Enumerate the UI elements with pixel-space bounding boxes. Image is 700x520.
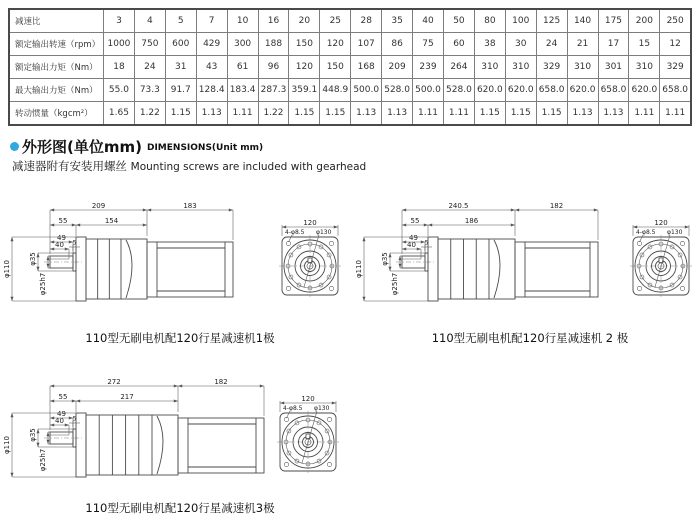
section-title-zh: 外形图(单位mm) — [22, 137, 142, 156]
dim-arrowhead — [72, 400, 76, 403]
spec-cell: 125 — [536, 9, 567, 33]
drawing-line — [287, 411, 291, 418]
dimension-label: 209 — [91, 202, 106, 210]
dim-arrowhead — [143, 209, 147, 212]
corner-holes-label: 4-φ8.5 — [285, 229, 305, 236]
dimension-label: 120 — [654, 219, 668, 227]
spec-row-label: 减速比 — [9, 9, 104, 33]
spec-cell: 1.13 — [351, 102, 382, 126]
spec-cell: 620.0 — [567, 79, 598, 102]
spec-row-label: 转动惯量（kgcm²） — [9, 102, 104, 126]
dim-arrowhead — [50, 209, 54, 212]
drawing-curve — [157, 416, 163, 474]
spec-cell: 25 — [320, 9, 351, 33]
drawing-line — [289, 235, 293, 242]
spec-cell: 310 — [474, 56, 505, 79]
spec-cell: 4 — [134, 9, 165, 33]
spec-cell: 1.11 — [443, 102, 474, 126]
drawing-curve — [494, 240, 500, 298]
spec-cell: 35 — [382, 9, 413, 33]
section-header — [10, 136, 263, 156]
spec-cell: 1.13 — [567, 102, 598, 126]
spec-cell: 3 — [104, 9, 135, 33]
dim-arrowhead — [76, 224, 80, 227]
dim-arrowhead — [47, 432, 50, 436]
spec-cell: 140 — [567, 9, 598, 33]
dimension-label: 186 — [464, 217, 479, 225]
dimension-label: 49 — [57, 410, 66, 418]
dimension-label: 217 — [120, 393, 134, 401]
dim-arrowhead — [402, 248, 406, 251]
spec-cell: 329 — [536, 56, 567, 79]
spec-cell: 1000 — [104, 33, 135, 56]
spec-cell: 18 — [104, 56, 135, 79]
drawing-circle — [637, 286, 641, 290]
spec-cell: 21 — [567, 33, 598, 56]
spec-cell: 620.0 — [629, 79, 660, 102]
spec-cell: 239 — [413, 56, 444, 79]
dimension-label: 182 — [214, 378, 228, 386]
drawing-circle — [329, 241, 333, 245]
spec-cell: 500.0 — [413, 79, 444, 102]
dimension-label: φ110 — [355, 260, 363, 278]
spec-cell: 28 — [351, 9, 382, 33]
dimension-label: 120 — [301, 395, 315, 403]
spec-cell: 310 — [629, 56, 660, 79]
spec-cell: 750 — [134, 33, 165, 56]
spec-cell: 300 — [227, 33, 258, 56]
drawing-caption-stage2: 110型无刷电机配120行星减速机 2 极 — [431, 331, 629, 345]
dimension-label: φ35 — [29, 428, 37, 442]
dim-arrowhead — [50, 241, 54, 244]
spec-cell: 150 — [320, 56, 351, 79]
spec-cell: 15 — [629, 33, 660, 56]
spec-cell: 209 — [382, 56, 413, 79]
spec-cell: 528.0 — [443, 79, 474, 102]
spec-cell: 120 — [320, 33, 351, 56]
spec-cell: 1.15 — [505, 102, 536, 126]
dimension-label: 183 — [183, 202, 197, 210]
dim-arrowhead — [50, 417, 54, 420]
dimension-label: φ25h7 — [391, 272, 399, 296]
dimension-label: φ25h7 — [39, 272, 47, 296]
drawing-rect — [76, 237, 86, 301]
spec-cell: 24 — [536, 33, 567, 56]
spec-cell: 30 — [505, 33, 536, 56]
spec-cell: 287.3 — [258, 79, 289, 102]
dim-arrowhead — [174, 400, 178, 403]
spec-cell: 17 — [598, 33, 629, 56]
dim-arrowhead — [229, 209, 233, 212]
bolt-circle-label: φ130 — [667, 229, 683, 236]
spec-cell: 20 — [289, 9, 320, 33]
dimension-label: 55 — [58, 217, 68, 225]
dim-arrowhead — [174, 385, 178, 388]
dim-arrowhead — [65, 424, 69, 427]
dimension-label: 182 — [549, 202, 564, 210]
spec-cell: 1.22 — [134, 102, 165, 126]
spec-cell: 528.0 — [382, 79, 413, 102]
dim-arrowhead — [11, 237, 14, 241]
spec-row-label: 额定输出转速（rpm） — [9, 33, 104, 56]
spec-cell: 168 — [351, 56, 382, 79]
dimension-label: 5 — [424, 239, 429, 247]
dim-arrowhead — [72, 224, 76, 227]
dim-arrowhead — [65, 248, 69, 251]
spec-cell: 250 — [660, 9, 691, 33]
spec-cell: 1.15 — [536, 102, 567, 126]
spec-cell: 1.15 — [289, 102, 320, 126]
spec-cell: 86 — [382, 33, 413, 56]
section-subtitle-zh: 减速器附有安装用螺丝 — [12, 159, 127, 173]
dim-arrowhead — [50, 248, 54, 251]
corner-holes-label: 4-φ8.5 — [283, 405, 303, 412]
spec-cell: 1.13 — [196, 102, 227, 126]
spec-cell: 50 — [443, 9, 474, 33]
dimension-label: φ25h7 — [39, 448, 47, 472]
dimension-drawing-stage1 — [0, 188, 360, 330]
drawing-circle — [680, 286, 684, 290]
spec-cell: 38 — [474, 33, 505, 56]
dim-arrowhead — [76, 400, 80, 403]
dim-arrowhead — [11, 473, 14, 477]
drawing-caption-stage3: 110型无刷电机配120行星减速机3极 — [85, 501, 275, 515]
drawing-circle — [327, 462, 331, 466]
spec-table-row — [9, 56, 691, 79]
drawing-circle — [286, 286, 290, 290]
drawing-line — [640, 235, 644, 242]
spec-cell: 10 — [227, 9, 258, 33]
spec-cell: 1.13 — [382, 102, 413, 126]
dim-arrowhead — [424, 224, 428, 227]
spec-cell: 448.9 — [320, 79, 351, 102]
section-bullet-icon — [10, 142, 19, 151]
spec-cell: 107 — [351, 33, 382, 56]
dim-arrowhead — [399, 264, 402, 268]
spec-cell: 264 — [443, 56, 474, 79]
dim-arrowhead — [50, 424, 54, 427]
spec-cell: 500.0 — [351, 79, 382, 102]
dim-arrowhead — [363, 297, 366, 301]
spec-cell: 429 — [196, 33, 227, 56]
dim-arrowhead — [147, 209, 151, 212]
spec-cell: 1.11 — [629, 102, 660, 126]
section-subtitle — [12, 158, 366, 174]
dim-arrowhead — [515, 209, 519, 212]
dim-arrowhead — [363, 237, 366, 241]
spec-cell: 16 — [258, 9, 289, 33]
dim-arrowhead — [47, 264, 50, 268]
dim-arrowhead — [11, 413, 14, 417]
dim-arrowhead — [260, 385, 264, 388]
dim-arrowhead — [402, 209, 406, 212]
dimension-label: 49 — [57, 234, 66, 242]
dim-arrowhead — [399, 256, 402, 260]
spec-cell: 658.0 — [598, 79, 629, 102]
drawing-rect — [515, 242, 598, 297]
drawing-caption-stage1: 110型无刷电机配120行星减速机1极 — [85, 331, 275, 345]
dimension-label: 55 — [58, 393, 68, 401]
section-title-en: DIMENSIONS(Unit mm) — [146, 143, 264, 153]
spec-cell: 658.0 — [536, 79, 567, 102]
spec-cell: 658.0 — [660, 79, 691, 102]
dim-arrowhead — [428, 224, 432, 227]
spec-cell: 5 — [165, 9, 196, 33]
spec-cell: 310 — [505, 56, 536, 79]
drawing-rect — [178, 418, 264, 473]
dim-arrowhead — [417, 248, 421, 251]
bolt-circle-label: φ130 — [314, 405, 330, 412]
spec-cell: 1.13 — [598, 102, 629, 126]
spec-cell: 310 — [567, 56, 598, 79]
spec-cell: 60 — [443, 33, 474, 56]
spec-cell: 31 — [165, 56, 196, 79]
drawing-curve — [126, 240, 132, 298]
spec-cell: 301 — [598, 56, 629, 79]
dim-arrowhead — [178, 385, 182, 388]
spec-table-row — [9, 79, 691, 102]
spec-cell: 175 — [598, 9, 629, 33]
drawing-rect — [86, 415, 178, 475]
spec-cell: 55.0 — [104, 79, 135, 102]
spec-cell: 1.65 — [104, 102, 135, 126]
spec-table-row — [9, 9, 691, 33]
spec-cell: 200 — [629, 9, 660, 33]
spec-cell: 75 — [413, 33, 444, 56]
spec-cell: 91.7 — [165, 79, 196, 102]
drawing-circle — [284, 462, 288, 466]
drawing-circle — [329, 286, 333, 290]
spec-row-label: 额定输出力矩（Nm） — [9, 56, 104, 79]
dimension-label: 40 — [55, 241, 64, 249]
dim-arrowhead — [332, 402, 336, 405]
dim-arrowhead — [511, 209, 515, 212]
dimension-drawing-stage3 — [0, 364, 360, 506]
spec-cell: 1.22 — [258, 102, 289, 126]
drawing-rect — [428, 237, 438, 301]
spec-cell: 183.4 — [227, 79, 258, 102]
spec-cell: 7 — [196, 9, 227, 33]
spec-cell: 1.11 — [227, 102, 258, 126]
dim-arrowhead — [685, 226, 689, 229]
spec-row-label: 最大输出力矩（Nm） — [9, 79, 104, 102]
dimension-label: 240.5 — [448, 202, 469, 210]
dim-arrowhead — [143, 224, 147, 227]
spec-table-row — [9, 33, 691, 56]
drawing-rect — [147, 242, 233, 297]
dimension-label: 55 — [410, 217, 420, 225]
spec-cell: 96 — [258, 56, 289, 79]
spec-cell: 40 — [413, 9, 444, 33]
dimension-drawing-stage2 — [352, 188, 700, 330]
dim-arrowhead — [50, 385, 54, 388]
section-subtitle-en: Mounting screws are included with gearhead — [130, 161, 367, 173]
dimension-label: 154 — [104, 217, 119, 225]
dimension-label: 5 — [72, 239, 77, 247]
dimension-label: 40 — [55, 417, 64, 425]
drawing-rect — [86, 239, 147, 299]
dimension-label: φ35 — [381, 252, 389, 266]
spec-cell: 1.15 — [474, 102, 505, 126]
spec-cell: 1.11 — [413, 102, 444, 126]
drawing-rect — [76, 413, 86, 477]
spec-cell: 600 — [165, 33, 196, 56]
dim-arrowhead — [50, 224, 54, 227]
spec-cell: 120 — [289, 56, 320, 79]
dim-arrowhead — [11, 297, 14, 301]
dim-arrowhead — [511, 224, 515, 227]
dimension-label: 49 — [409, 234, 418, 242]
dim-arrowhead — [37, 443, 40, 447]
spec-cell: 1.15 — [165, 102, 196, 126]
spec-cell: 12 — [660, 33, 691, 56]
dimension-label: 272 — [107, 378, 121, 386]
dim-arrowhead — [402, 241, 406, 244]
spec-cell: 43 — [196, 56, 227, 79]
spec-cell: 620.0 — [474, 79, 505, 102]
spec-cell: 1.11 — [660, 102, 691, 126]
dimension-label: φ110 — [3, 436, 11, 454]
dimension-label: φ35 — [29, 252, 37, 266]
spec-cell: 188 — [258, 33, 289, 56]
drawing-circle — [327, 417, 331, 421]
corner-holes-label: 4-φ8.5 — [636, 229, 656, 236]
dimension-label: 5 — [72, 415, 77, 423]
drawing-circle — [680, 241, 684, 245]
dim-arrowhead — [389, 267, 392, 271]
dimension-label: φ110 — [3, 260, 11, 278]
spec-cell: 359.1 — [289, 79, 320, 102]
dim-arrowhead — [47, 440, 50, 444]
spec-cell: 1.15 — [320, 102, 351, 126]
dim-arrowhead — [37, 267, 40, 271]
spec-cell: 100 — [505, 9, 536, 33]
dim-arrowhead — [50, 400, 54, 403]
spec-table-row — [9, 102, 691, 126]
spec-cell: 329 — [660, 56, 691, 79]
dim-arrowhead — [594, 209, 598, 212]
spec-cell: 73.3 — [134, 79, 165, 102]
spec-cell: 24 — [134, 56, 165, 79]
spec-table — [8, 8, 692, 126]
bolt-circle-label: φ130 — [316, 229, 332, 236]
spec-cell: 61 — [227, 56, 258, 79]
dim-arrowhead — [47, 256, 50, 260]
dim-arrowhead — [402, 224, 406, 227]
spec-cell: 128.4 — [196, 79, 227, 102]
dim-arrowhead — [334, 226, 338, 229]
dimension-label: 40 — [407, 241, 416, 249]
spec-cell: 150 — [289, 33, 320, 56]
spec-cell: 80 — [474, 9, 505, 33]
spec-cell: 620.0 — [505, 79, 536, 102]
dimension-label: 120 — [303, 219, 317, 227]
